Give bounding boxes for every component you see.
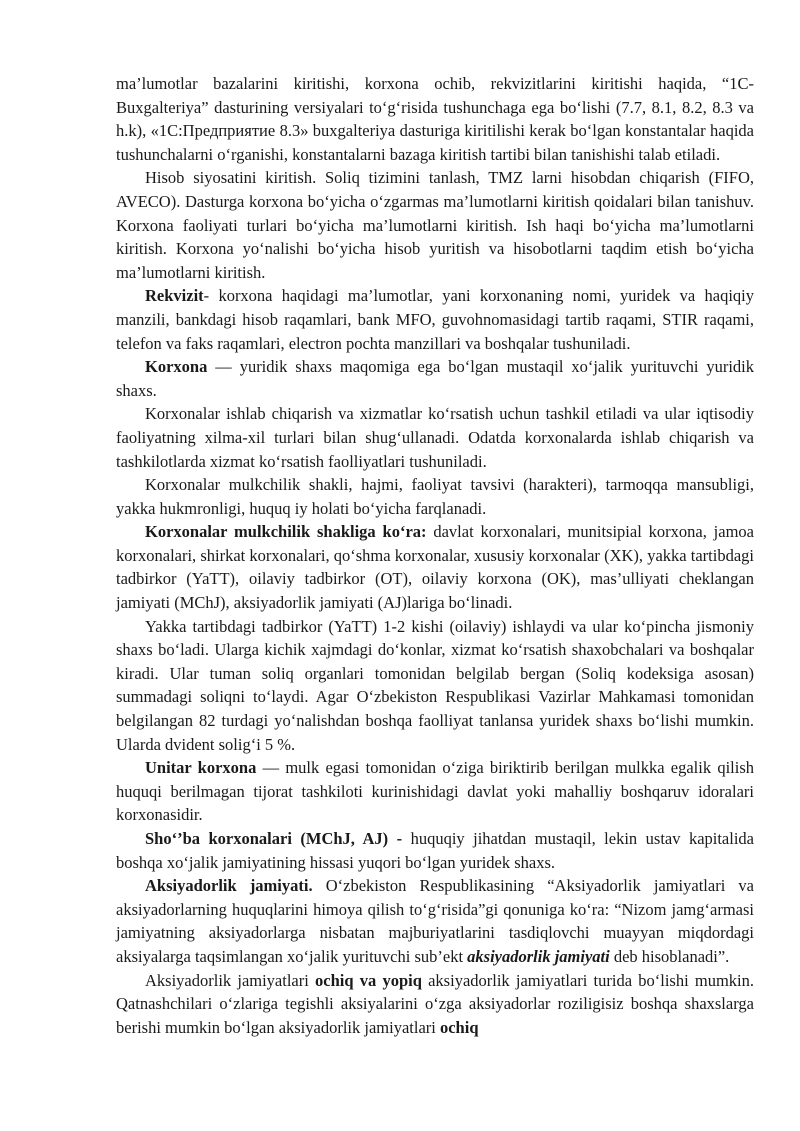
text-run: Korxonalar ishlab chiqarish va xizmatlar ko‘rsatish uchun tashkil etiladi va ular iqtisodiy faoliyatning xilma-xil turlari bilan shug‘ullanadi. Odatda korxonalarda ishlab chiqarish va tashkilotlarda xizmat ko‘rsatish faolliyatlari tushuniladi. [116, 404, 754, 471]
bold-term: Korxona [145, 357, 208, 377]
text-run: Korxonalar mulkchilik shakli, hajmi, faoliyat tavsivi (harakteri), tarmoqqa mansubligi, yakka hukmronligi, huquq iy holati bo‘yicha farqlanadi. [116, 475, 754, 518]
bold-term: ochiq va yopiq [315, 970, 422, 990]
text-run: aksiyadorlik jamiyatlari turida bo‘lishi mumkin. Qatnashchilari o‘zlariga tegishli aksiyalarini o‘zga aksiyadorlar roziligisiz boshqa shaxslarga berishi mumkin bo‘lgan aksiyadorlik jamiyatlari [116, 970, 754, 1037]
text-run: — mulk egasi tomonidan o‘ziga biriktirib berilgan mulkka egalik qilish huquqi berilmagan tijorat tashkiloti kurinishidagi davlat yoki mahalliy boshqaruv idoralari korxonasidir. [116, 758, 754, 825]
text-run: davlat korxonalari, munitsipial korxona, jamoa korxonalari, shirkat korxonalari, qo‘shma korxonalar, xususiy korxonalar (XK), yakka tartibdagi tadbirkor (YaTT), oilaviy tadbirkor (OT), oilaviy korxona (OK), mas’ulliyati cheklangan jamiyati (MChJ), aksiyadorlik jamiyati (AJ)lariga bo‘linadi. [116, 522, 754, 613]
bold-term: Aksiyadorlik jamiyati. [145, 876, 313, 896]
paragraph [116, 520, 754, 614]
paragraph [116, 402, 754, 473]
text-run: O‘zbekiston Respublikasining “Aksiyadorlik jamiyatlari va aksiyadorlarning huquqlarini himoya qilish to‘g‘risida”gi qonuniga ko‘ra: “Nizom jamg‘armasi jamiyatning aksiyadorlarga nisbatan majburiyatlarini tasdiqlovchi muayyan miqdordagi aksiyalarga taqsimlangan xo‘jalik yurituvchi sub’ekt [116, 876, 754, 966]
paragraph [116, 284, 754, 355]
paragraph [116, 473, 754, 520]
text-run: — yuridik shaxs maqomiga ega bo‘lgan mustaqil xo‘jalik yurituvchi yuridik shaxs. [116, 357, 754, 400]
paragraph [116, 827, 754, 874]
bold-term: Korxonalar mulkchilik shakliga ko‘ra: [145, 522, 427, 542]
bold-term: Rekvizit [145, 286, 204, 306]
paragraph [116, 969, 754, 1040]
paragraph [116, 615, 754, 757]
bold-italic-term: aksiyadorlik jamiyati [467, 946, 610, 966]
text-run: Hisob siyosatini kiritish. Soliq tizimini tanlash, TMZ larni hisobdan chiqarish (FIFO, AVECO). Dasturga korxona bo‘yicha o‘zgarmas ma’lumotlarni kiritish qoidalari bilan tanishuv. Korxona faoliyati turlari bo‘yicha ma’lumotlarni kiritish. Ish haqi bo‘yicha ma’lumotlarni kiritish. Korxona yo‘nalishi bo‘yicha hisob yuritish va hisobotlarni taqdim etish bo‘yicha ma’lumotlarni kiritish. [116, 168, 754, 282]
text-run: deb hisoblanadi”. [609, 946, 730, 966]
paragraph [116, 355, 754, 402]
paragraph [116, 166, 754, 284]
paragraph [116, 756, 754, 827]
text-run: ma’lumotlar bazalarini kiritishi, korxona ochib, rekvizitlarini kiritishi haqida, “1C-Buxgalteriya” dasturining versiyalari to‘g‘risida tushunchaga ega bo‘lishi (7.7, 8.1, 8.2, 8.3 va h.k), «1С:Предприятие 8.3» buxgalteriya dasturiga kiritilishi kerak bo‘lgan konstantalar haqida tushunchalarni o‘rganishi, konstantalarni bazaga kiritish tartibi bilan tanishishi talab etiladi. [116, 74, 754, 164]
document-page [116, 72, 754, 1039]
text-run: - korxona haqidagi ma’lumotlar, yani korxonaning nomi, yuridek va haqiqiy manzili, bankdagi hisob raqamlari, bank MFO, guvohnomasidagi tartib raqami, STIR raqami, telefon va faks raqamlari, electron pochta manzillari va boshqalar tushuniladi. [116, 286, 754, 353]
paragraph [116, 72, 754, 166]
text-run: Yakka tartibdagi tadbirkor (YaTT) 1-2 kishi (oilaviy) ishlaydi va ular ko‘pincha jismoniy shaxs bo‘ladi. Ularga kichik xajmdagi do‘konlar, xizmat ko‘rsatish shaxobchalari va boshqalar kiradi. Ular tuman soliq organlari tomonidan belgilab bergan (Soliq kodeksiga asosan) summadagi soliqni to‘laydi. Agar O‘zbekiston Respublikasi Vazirlar Mahkamasi tomonidan belgilangan 82 turdagi yo‘nalishdan boshqa faolliyat tanlansa yuridek shaxs bo‘lishi mumkin. Ularda dvident solig‘i 5 %. [116, 616, 754, 754]
paragraph [116, 874, 754, 968]
bold-term: Unitar korxona [145, 758, 257, 778]
bold-term: Sho‘’ba korxonalari (MChJ, AJ) - [145, 829, 403, 848]
text-run: Aksiyadorlik jamiyatlari [145, 970, 316, 990]
bold-term: ochiq [439, 1017, 479, 1037]
text-run: huquqiy jihatdan mustaqil, lekin ustav kapitalida boshqa xo‘jalik jamiyatining hissasi yuqori bo‘lgan yuridek shaxs. [116, 829, 754, 872]
